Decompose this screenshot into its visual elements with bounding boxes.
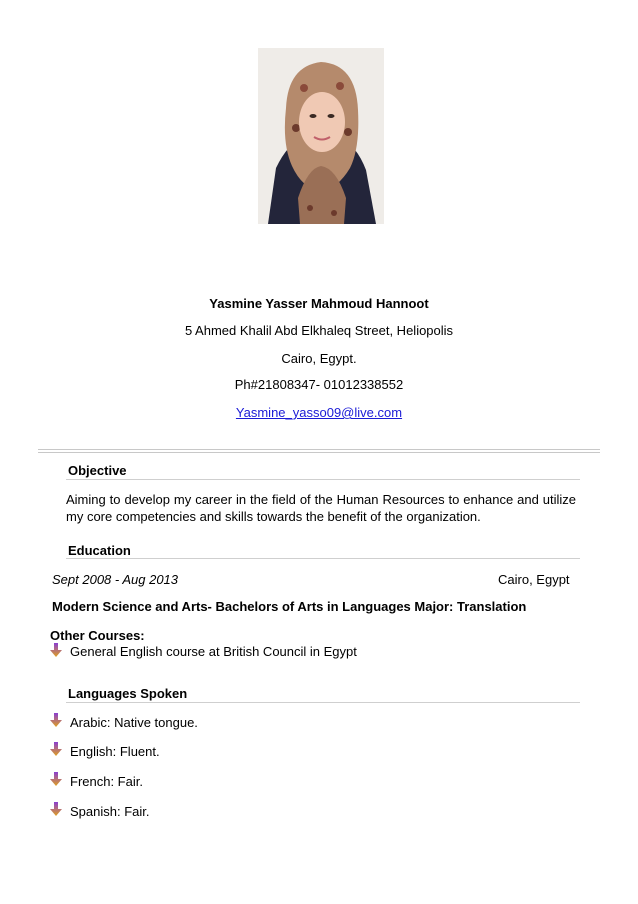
down-arrow-bullet-icon (50, 713, 62, 727)
education-heading: Education (68, 543, 131, 558)
education-divider (66, 558, 580, 559)
address-line-1: 5 Ahmed Khalil Abd Elkhaleq Street, Heliopolis (184, 323, 454, 338)
header-divider-bottom (38, 452, 600, 453)
candidate-name: Yasmine Yasser Mahmoud Hannoot (209, 296, 429, 311)
email-link[interactable]: Yasmine_yasso09@live.com (235, 405, 403, 420)
phone-number: Ph#21808347- 01012338552 (234, 377, 404, 392)
education-dates: Sept 2008 - Aug 2013 (52, 572, 179, 587)
down-arrow-bullet-icon (50, 643, 62, 657)
language-text: Spanish: Fair. (70, 804, 150, 819)
other-courses-heading: Other Courses: (50, 628, 145, 643)
language-text: Arabic: Native tongue. (70, 715, 198, 730)
list-item (50, 713, 450, 731)
course-item (50, 643, 570, 661)
objective-heading: Objective (68, 463, 127, 478)
list-item (50, 802, 450, 820)
language-text: English: Fluent. (70, 744, 160, 759)
down-arrow-bullet-icon (50, 772, 62, 786)
objective-divider (66, 479, 580, 480)
header-divider-top (38, 449, 600, 450)
languages-heading: Languages Spoken (68, 686, 188, 701)
profile-photo (258, 48, 384, 224)
language-text: French: Fair. (70, 774, 143, 789)
course-text: General English course at British Council in Egypt (70, 644, 357, 659)
education-location: Cairo, Egypt (498, 572, 570, 587)
portrait-image (258, 48, 384, 224)
list-item (50, 772, 450, 790)
down-arrow-bullet-icon (50, 742, 62, 756)
address-line-2: Cairo, Egypt. (281, 351, 357, 366)
degree-title: Modern Science and Arts- Bachelors of Arts in Languages Major: Translation (52, 599, 527, 614)
down-arrow-bullet-icon (50, 802, 62, 816)
list-item (50, 742, 450, 760)
languages-divider (66, 702, 580, 703)
objective-text: Aiming to develop my career in the field of the Human Resources to enhance and utilize my core competencies and skills towards the benefit of the organization. (66, 492, 576, 524)
